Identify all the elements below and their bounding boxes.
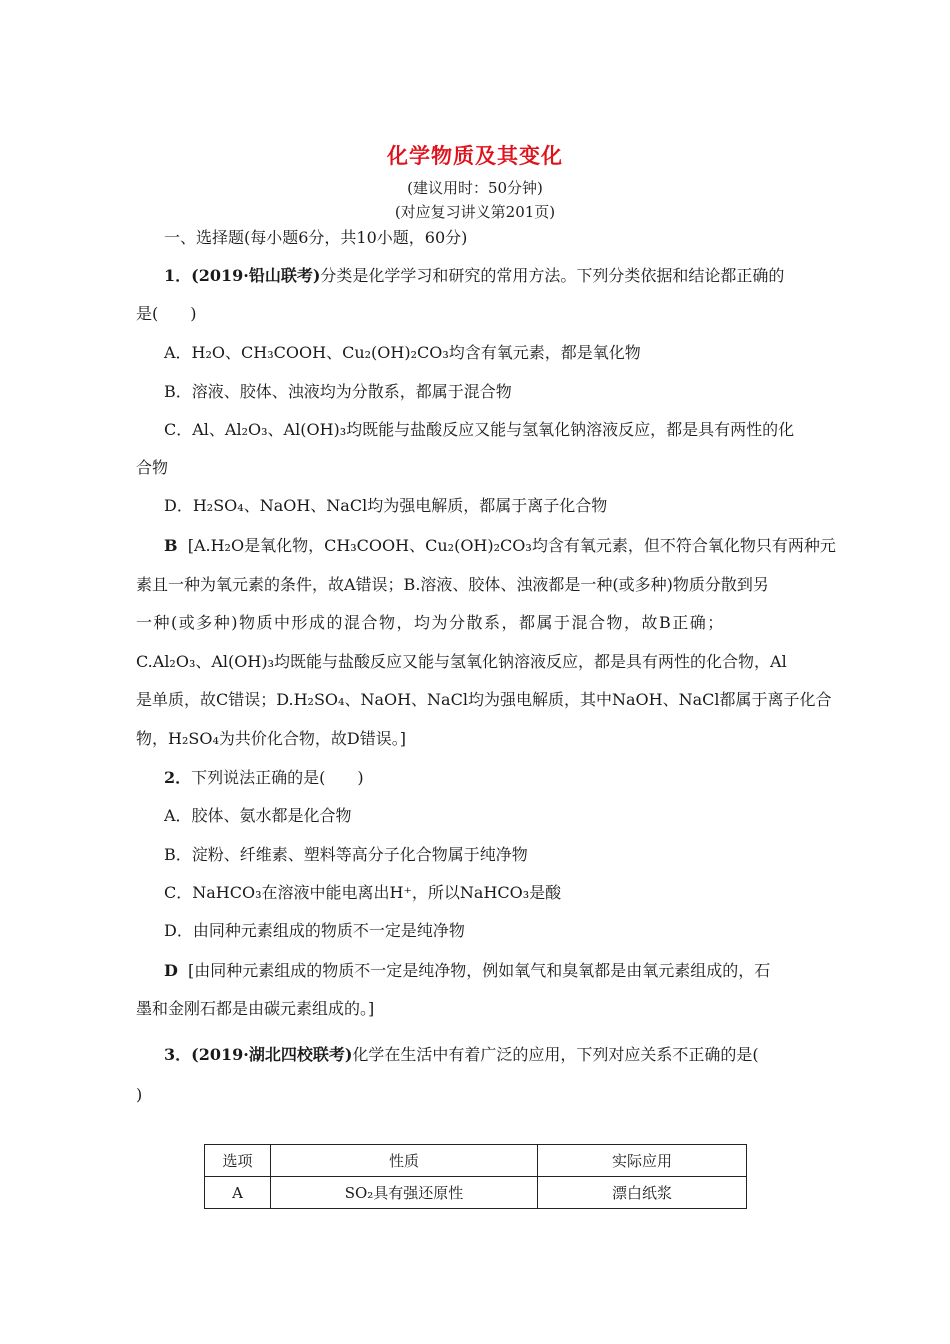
q2-stem [164, 768, 364, 788]
time-note: (建议用时：50分钟) [407, 179, 543, 197]
q1-number: 1． [164, 266, 192, 285]
q1-explanation-line5: 是单质，故C错误；D.H₂SO₄、NaOH、NaCl均为强电解质，其中NaOH、NaCl都属于离子化合 [136, 690, 832, 709]
table-cell: 漂白纸浆 [538, 1177, 747, 1209]
q1-explanation-line6: 物，H₂SO₄为共价化合物，故D错误。] [136, 729, 406, 748]
q3-stem-text: 化学在生活中有着广泛的应用，下列对应关系不正确的是( [352, 1045, 759, 1064]
q1-source: (2019·铅山联考) [191, 266, 321, 285]
q2-option-b: B．淀粉、纤维素、塑料等高分子化合物属于纯净物 [164, 845, 528, 864]
q1-explanation-line4: C.Al₂O₃、Al(OH)₃均既能与盐酸反应又能与氢氧化钠溶液反应，都是具有两性的化合物，Al [136, 652, 787, 671]
q1-explanation-line1 [164, 536, 836, 556]
table-cell: A [205, 1177, 271, 1209]
table-header-cell: 选项 [205, 1145, 271, 1177]
q1-explanation-line3: 一种(或多种)物质中形成的混合物，均为分散系，都属于混合物，故B正确； [136, 613, 725, 632]
q1-option-b: B．溶液、胶体、浊液均为分散系，都属于混合物 [164, 382, 512, 401]
table-header-cell: 性质 [271, 1145, 538, 1177]
q1-stem-text: 分类是化学学习和研究的常用方法。下列分类依据和结论都正确的 [320, 266, 785, 285]
section-heading: 一、选择题(每小题6分，共10小题，60分) [164, 228, 468, 247]
q2-option-d: D．由同种元素组成的物质不一定是纯净物 [164, 921, 465, 940]
q2-explanation-line2: 墨和金刚石都是由碳元素组成的。] [136, 999, 375, 1018]
q1-option-a: A．H₂O、CH₃COOH、Cu₂(OH)₂CO₃均含有氧元素，都是氧化物 [164, 343, 641, 362]
q2-option-c: C．NaHCO₃在溶液中能电离出H⁺，所以NaHCO₃是酸 [164, 883, 562, 902]
q1-explanation-text: [A.H₂O是氧化物，CH₃COOH、Cu₂(OH)₂CO₃均含有氧元素，但不符合氧化物只有两种元 [187, 536, 836, 555]
q3-stem [164, 1045, 759, 1065]
q1-stem-cont: 是( ) [136, 304, 197, 323]
q3-table [204, 1144, 747, 1209]
q2-option-a: A．胶体、氨水都是化合物 [164, 806, 352, 825]
q1-stem [164, 266, 784, 286]
table-header-row [205, 1145, 747, 1177]
reference-note: (对应复习讲义第201页) [394, 203, 556, 221]
q3-stem-cont: ) [136, 1085, 143, 1104]
q1-option-c: C．Al、Al₂O₃、Al(OH)₃均既能与盐酸反应又能与氢氧化钠溶液反应，都是具有两性的化 [164, 420, 795, 439]
q2-number: 2． [164, 768, 192, 787]
page-title: 化学物质及其变化 [387, 143, 563, 168]
q1-option-d: D．H₂SO₄、NaOH、NaCl均为强电解质，都属于离子化合物 [164, 496, 608, 515]
q2-explanation-line1 [164, 961, 770, 981]
table-row [205, 1177, 747, 1209]
q1-answer: B [164, 536, 178, 555]
q3-number: 3． [164, 1045, 192, 1064]
q1-option-c-cont: 合物 [136, 458, 169, 477]
q2-stem-text: 下列说法正确的是( ) [191, 768, 364, 787]
q2-answer: D [164, 961, 178, 980]
q3-source: (2019·湖北四校联考) [191, 1045, 353, 1064]
q1-explanation-line2: 素且一种为氧元素的条件，故A错误；B.溶液、胶体、浊液都是一种(或多种)物质分散到另 [136, 575, 769, 594]
table-header-cell: 实际应用 [538, 1145, 747, 1177]
table-cell: SO₂具有强还原性 [271, 1177, 538, 1209]
q2-explanation-text: [由同种元素组成的物质不一定是纯净物，例如氧气和臭氧都是由氧元素组成的，石 [188, 961, 771, 980]
